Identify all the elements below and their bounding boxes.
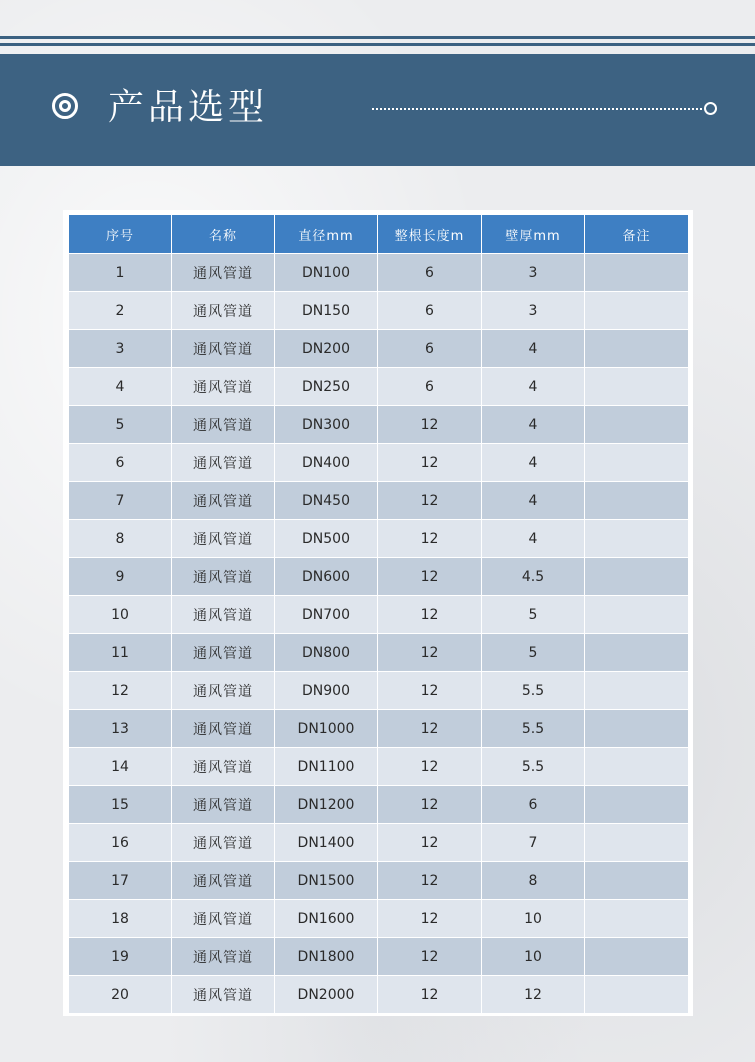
cell-thickness: 5 [482, 596, 585, 634]
cell-diameter: DN1600 [275, 900, 378, 938]
cell-thickness: 4.5 [482, 558, 585, 596]
cell-remarks [585, 710, 689, 748]
cell-diameter: DN1200 [275, 786, 378, 824]
cell-remarks [585, 976, 689, 1014]
cell-diameter: DN200 [275, 330, 378, 368]
cell-remarks [585, 254, 689, 292]
cell-diameter: DN400 [275, 444, 378, 482]
cell-index: 12 [69, 672, 172, 710]
stripe-line [0, 43, 755, 46]
cell-remarks [585, 406, 689, 444]
table-row [69, 862, 689, 900]
table-row [69, 710, 689, 748]
cell-name: 通风管道 [172, 292, 275, 330]
cell-length: 12 [378, 558, 482, 596]
cell-name: 通风管道 [172, 710, 275, 748]
cell-length: 6 [378, 330, 482, 368]
page-title: 产品选型 [108, 87, 269, 128]
cell-index: 5 [69, 406, 172, 444]
cell-thickness: 4 [482, 520, 585, 558]
cell-length: 12 [378, 976, 482, 1014]
cell-thickness: 4 [482, 444, 585, 482]
top-stripes [0, 36, 755, 50]
cell-diameter: DN800 [275, 634, 378, 672]
table-row [69, 900, 689, 938]
cell-index: 17 [69, 862, 172, 900]
cell-length: 12 [378, 786, 482, 824]
table-row [69, 406, 689, 444]
cell-diameter: DN700 [275, 596, 378, 634]
cell-diameter: DN1000 [275, 710, 378, 748]
cell-diameter: DN1400 [275, 824, 378, 862]
table-row [69, 672, 689, 710]
cell-thickness: 12 [482, 976, 585, 1014]
cell-remarks [585, 786, 689, 824]
cell-name: 通风管道 [172, 444, 275, 482]
cell-length: 12 [378, 444, 482, 482]
cell-length: 12 [378, 482, 482, 520]
cell-index: 3 [69, 330, 172, 368]
cell-index: 9 [69, 558, 172, 596]
cell-name: 通风管道 [172, 672, 275, 710]
cell-remarks [585, 558, 689, 596]
cell-index: 4 [69, 368, 172, 406]
cell-index: 13 [69, 710, 172, 748]
column-header-length: 整根长度m [378, 215, 482, 254]
double-circle-icon [52, 93, 78, 119]
cell-remarks [585, 938, 689, 976]
cell-diameter: DN900 [275, 672, 378, 710]
cell-thickness: 7 [482, 824, 585, 862]
cell-diameter: DN450 [275, 482, 378, 520]
column-header-thickness: 壁厚mm [482, 215, 585, 254]
cell-name: 通风管道 [172, 786, 275, 824]
cell-name: 通风管道 [172, 596, 275, 634]
table-row [69, 748, 689, 786]
cell-remarks [585, 330, 689, 368]
cell-length: 12 [378, 748, 482, 786]
cell-index: 1 [69, 254, 172, 292]
cell-name: 通风管道 [172, 330, 275, 368]
cell-thickness: 4 [482, 406, 585, 444]
table-row [69, 634, 689, 672]
cell-length: 12 [378, 672, 482, 710]
cell-index: 19 [69, 938, 172, 976]
cell-index: 6 [69, 444, 172, 482]
cell-remarks [585, 748, 689, 786]
cell-length: 6 [378, 292, 482, 330]
table-row [69, 938, 689, 976]
cell-diameter: DN1800 [275, 938, 378, 976]
cell-diameter: DN100 [275, 254, 378, 292]
cell-name: 通风管道 [172, 824, 275, 862]
cell-diameter: DN250 [275, 368, 378, 406]
cell-diameter: DN1100 [275, 748, 378, 786]
cell-length: 12 [378, 596, 482, 634]
cell-remarks [585, 292, 689, 330]
cell-index: 2 [69, 292, 172, 330]
cell-diameter: DN2000 [275, 976, 378, 1014]
cell-thickness: 4 [482, 368, 585, 406]
cell-index: 8 [69, 520, 172, 558]
table-row [69, 292, 689, 330]
cell-remarks [585, 368, 689, 406]
cell-thickness: 5.5 [482, 710, 585, 748]
table-header-row [69, 215, 689, 254]
cell-thickness: 4 [482, 482, 585, 520]
cell-diameter: DN500 [275, 520, 378, 558]
cell-remarks [585, 824, 689, 862]
table-body [69, 254, 689, 1014]
cell-index: 18 [69, 900, 172, 938]
cell-length: 12 [378, 634, 482, 672]
cell-name: 通风管道 [172, 558, 275, 596]
cell-remarks [585, 862, 689, 900]
cell-length: 12 [378, 406, 482, 444]
cell-thickness: 10 [482, 938, 585, 976]
cell-remarks [585, 672, 689, 710]
table-row [69, 786, 689, 824]
table-row [69, 976, 689, 1014]
cell-remarks [585, 634, 689, 672]
table-row [69, 254, 689, 292]
cell-length: 12 [378, 520, 482, 558]
product-selection-table [68, 214, 689, 1014]
table-row [69, 596, 689, 634]
cell-length: 12 [378, 900, 482, 938]
cell-thickness: 5 [482, 634, 585, 672]
cell-name: 通风管道 [172, 406, 275, 444]
cell-thickness: 5.5 [482, 672, 585, 710]
cell-index: 20 [69, 976, 172, 1014]
table-row [69, 444, 689, 482]
cell-name: 通风管道 [172, 900, 275, 938]
cell-thickness: 3 [482, 292, 585, 330]
cell-remarks [585, 520, 689, 558]
cell-thickness: 6 [482, 786, 585, 824]
cell-thickness: 5.5 [482, 748, 585, 786]
cell-name: 通风管道 [172, 862, 275, 900]
cell-name: 通风管道 [172, 976, 275, 1014]
cell-remarks [585, 444, 689, 482]
cell-remarks [585, 596, 689, 634]
cell-diameter: DN300 [275, 406, 378, 444]
cell-thickness: 4 [482, 330, 585, 368]
cell-name: 通风管道 [172, 938, 275, 976]
table-row [69, 558, 689, 596]
table-row [69, 368, 689, 406]
table-row [69, 330, 689, 368]
column-header-diameter: 直径mm [275, 215, 378, 254]
cell-thickness: 3 [482, 254, 585, 292]
cell-index: 16 [69, 824, 172, 862]
column-header-index: 序号 [69, 215, 172, 254]
cell-index: 15 [69, 786, 172, 824]
ring-end-icon [704, 102, 717, 115]
cell-thickness: 8 [482, 862, 585, 900]
cell-name: 通风管道 [172, 482, 275, 520]
cell-index: 7 [69, 482, 172, 520]
cell-name: 通风管道 [172, 748, 275, 786]
cell-remarks [585, 900, 689, 938]
table-row [69, 482, 689, 520]
cell-diameter: DN150 [275, 292, 378, 330]
cell-diameter: DN600 [275, 558, 378, 596]
cell-length: 6 [378, 368, 482, 406]
column-header-name: 名称 [172, 215, 275, 254]
cell-index: 10 [69, 596, 172, 634]
cell-name: 通风管道 [172, 520, 275, 558]
cell-length: 12 [378, 824, 482, 862]
table-row [69, 824, 689, 862]
cell-name: 通风管道 [172, 254, 275, 292]
cell-index: 14 [69, 748, 172, 786]
column-header-remarks: 备注 [585, 215, 689, 254]
cell-length: 12 [378, 862, 482, 900]
cell-length: 6 [378, 254, 482, 292]
cell-index: 11 [69, 634, 172, 672]
cell-remarks [585, 482, 689, 520]
table-row [69, 520, 689, 558]
dotted-divider [372, 108, 702, 110]
cell-name: 通风管道 [172, 634, 275, 672]
cell-name: 通风管道 [172, 368, 275, 406]
cell-diameter: DN1500 [275, 862, 378, 900]
cell-length: 12 [378, 938, 482, 976]
cell-length: 12 [378, 710, 482, 748]
stripe-line [0, 36, 755, 39]
cell-thickness: 10 [482, 900, 585, 938]
